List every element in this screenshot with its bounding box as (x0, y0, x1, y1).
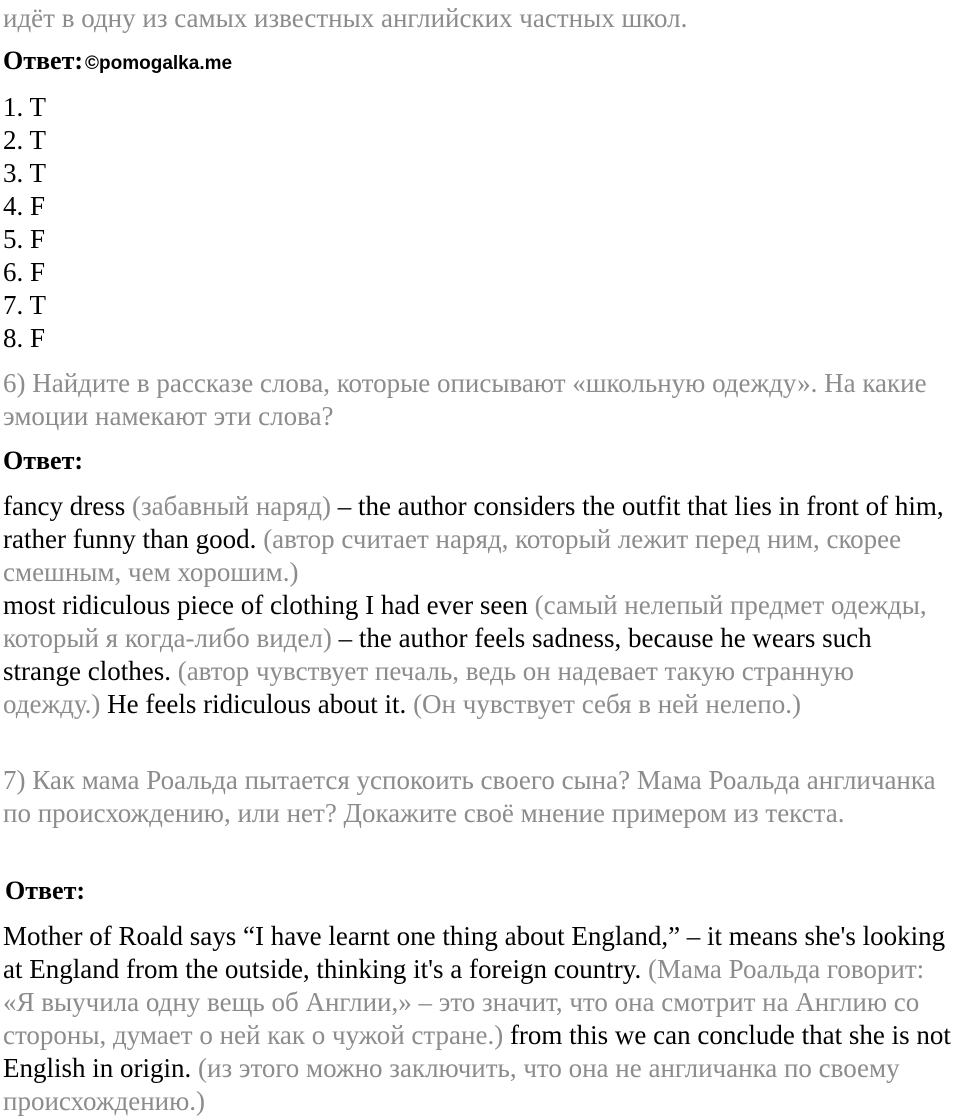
explanation: Mother of Roald says “I have learnt one thing about England,” – it means she's looking at England from the outside, thinking it's a foreign country. (3, 921, 946, 984)
watermark-text: ©pomogalka.me (85, 53, 233, 74)
translation: (забавный наряд) (125, 491, 331, 521)
translation: (самый нелепый предмет одежды, который я когда-либо видел) (3, 590, 927, 653)
list-item: 8. F (3, 323, 46, 353)
intro-text: идёт в одну из самых известных английских частных школ. (3, 3, 688, 33)
list-item: 4. F (3, 191, 46, 221)
answer-heading-1 (3, 46, 232, 76)
list-item: 2. T (3, 125, 47, 155)
answer-6-paragraph-2 (3, 589, 951, 721)
list-item: 1. T (3, 92, 47, 122)
translation: (Мама Роальда говорит: «Я выучила одну вещь об Англии,» – это значит, что она смотрит на Англию со стороны, думает о ней как о чужой стране.) (3, 954, 925, 1050)
list-item: 5. F (3, 224, 46, 254)
question-6: 6) Найдите в рассказе слова, которые описывают «школьную одежду». На какие эмоции намекают эти слова? (3, 368, 927, 431)
answer-heading-2: Ответ: (3, 446, 84, 475)
explanation: – the author considers the outfit that lies in front of him, rather funny than good. (3, 491, 944, 554)
answer-6-paragraph-1 (3, 490, 951, 589)
answer-7-paragraph (3, 920, 951, 1118)
quote-ridiculous-clothing: most ridiculous piece of clothing I had ever seen (3, 590, 528, 620)
translation: (Он чувствует себя в ней нелепо.) (406, 689, 801, 719)
answer-heading-3: Ответ: (5, 876, 86, 905)
list-item: 7. T (3, 290, 47, 320)
list-item: 6. F (3, 257, 46, 287)
translation: (автор считает наряд, который лежит перед ним, скорее смешным, чем хорошим.) (3, 524, 902, 587)
explanation: – the author feels sadness, because he wears such strange clothes. (3, 623, 872, 686)
explanation: from this we can conclude that she is not English in origin. (3, 1020, 951, 1083)
quote-fancy-dress: fancy dress (3, 491, 126, 521)
explanation: He feels ridiculous about it. (100, 689, 407, 719)
list-item: 3. T (3, 158, 47, 188)
true-false-answers (3, 91, 46, 355)
translation: (автор чувствует печаль, ведь он надевает такую странную одежду.) (3, 656, 854, 719)
translation: (из этого можно заключить, что она не англичанка по своему происхождению.) (3, 1053, 900, 1116)
answer-label: Ответ: (3, 46, 84, 75)
question-7: 7) Как мама Роальда пытается успокоить своего сына? Мама Роальда англичанка по происхождению, или нет? Докажите своё мнение примером из текста. (3, 765, 936, 828)
